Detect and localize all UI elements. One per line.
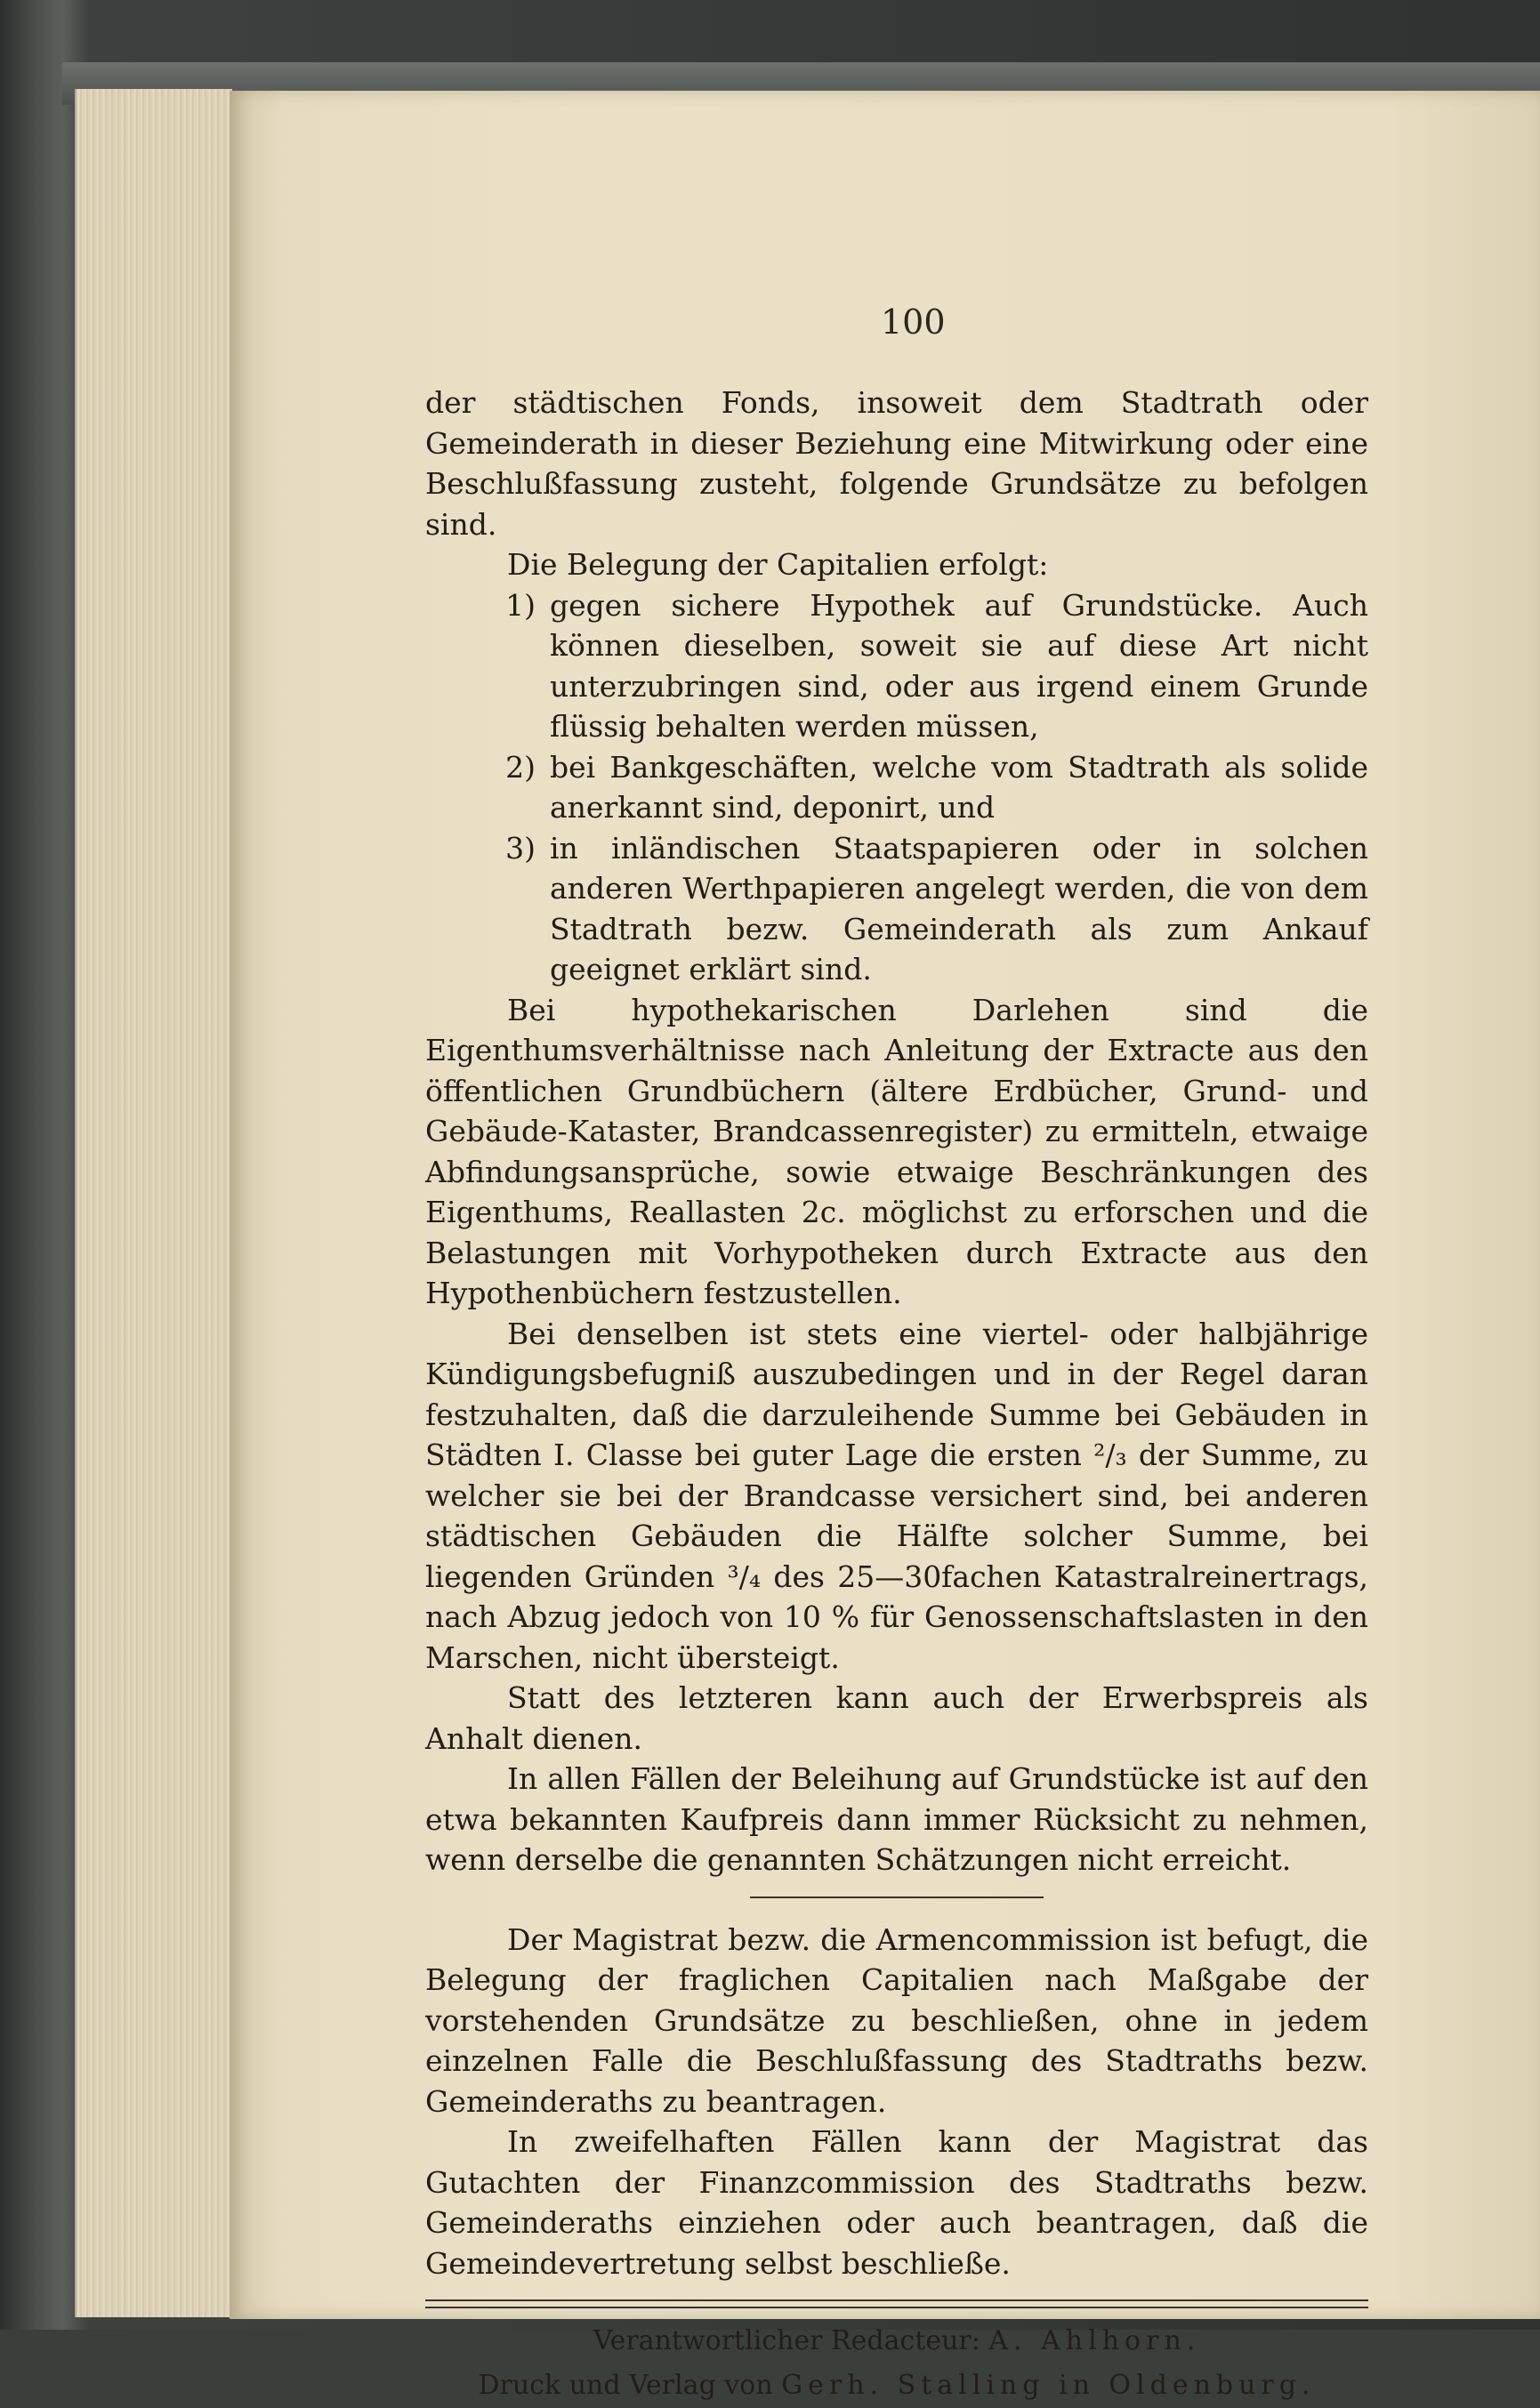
page-number: 100 [881,302,946,342]
paragraph-7: Der Magistrat bezw. die Armencommission ist befugt, die Belegung der fraglichen Capitalien nach Maßgabe der vorstehenden Grundsätze zu beschließen, ohne in jedem einzelnen Falle die Beschlußfassung des Stadtraths bezw. Gemeinderaths zu beantragen. [425,1921,1368,2119]
list-item-number: 2) [505,749,536,785]
list-item-number: 3) [505,830,536,866]
page-edges [75,89,232,2317]
footer-divider [425,2299,1368,2308]
editor-line [425,2319,1368,2364]
paragraph-3: Bei hypothekarischen Darlehen sind die Eigenthumsverhältnisse nach Anleitung der Extracte aus den öffentlichen Grundbüchern (ältere Erdbücher, Grund- und Gebäude-Kataster, Brandcassenregister) zu ermitteln, etwaige Abfindungsansprüche, sowie etwaige Beschränkungen des Eigenthums, Reallasten 2c. möglichst zu erforschen und die Belastungen mit Vorhypotheken durch Extracte aus den Hypothenbüchern festzustellen. [425,992,1368,1310]
editor-name: A. Ahlhorn. [988,2325,1201,2356]
paragraph-5: Statt des letzteren kann auch der Erwerbspreis als Anhalt dienen. [425,1680,1368,1756]
paragraph-8: In zweifelhaften Fällen kann der Magistrat das Gutachten der Finanzcommission des Stadtraths bezw. Gemeinderaths einziehen oder auch beantragen, daß die Gemeindevertretung selbst beschließe. [425,2124,1368,2281]
page-text-body [425,383,1368,2408]
paragraph-1: der städtischen Fonds, insoweit dem Stadtrath oder Gemeinderath in dieser Beziehung eine Mitwirkung oder eine Beschlußfassung zusteht, folgende Grundsätze zu befolgen sind. [425,385,1368,542]
list-item-number: 1) [505,587,536,623]
list-item [425,747,1368,828]
paragraph-4: Bei denselben ist stets eine viertel- oder halbjährige Kündigungsbefugniß auszubedingen und in der Regel daran festzuhalten, daß die darzuleihende Summe bei Gebäuden in Städten I. Classe bei guter Lage die ersten ²/₃ der Summe, zu welcher sie bei der Brandcasse versichert sind, bei anderen städtischen Gebäuden die Hälfte solcher Summe, bei liegenden Gründen ³/₄ des 25—30fachen Katastralreinertrags, nach Abzug jedoch von 10 % für Genossenschaftslasten in den Marschen, nicht übersteigt. [425,1316,1368,1675]
list-item-text: gegen sichere Hypothek auf Grundstücke. Auch können dieselben, soweit sie auf diese Art nicht unterzubringen sind, oder aus irgend einem Grunde flüssig behalten werden müssen, [550,587,1368,744]
paragraph-6: In allen Fällen der Beleihung auf Grundstücke ist auf den etwa bekannten Kaufpreis dann immer Rücksicht zu nehmen, wenn derselbe die genannten Schätzungen nicht erreicht. [425,1761,1368,1877]
list-item-text: bei Bankgeschäften, welche vom Stadtrath als solide anerkannt sind, deponirt, und [550,749,1368,825]
list-item-text: in inländischen Staatspapieren oder in solchen anderen Werthpapieren angelegt werden, die von dem Stadtrath bezw. Gemeinderath als zum Ankauf geeignet erklärt sind. [550,830,1368,987]
editor-label: Verantwortlicher Redacteur: [593,2325,980,2356]
printer-name: Gerh. Stalling in Oldenburg. [781,2370,1316,2401]
paragraph-2: Die Belegung der Capitalien erfolgt: [507,547,1049,582]
list-item [425,585,1368,747]
section-divider [750,1897,1044,1898]
printer-label: Druck und Verlag von [478,2370,773,2401]
list-item [425,828,1368,990]
printer-line [425,2364,1368,2408]
